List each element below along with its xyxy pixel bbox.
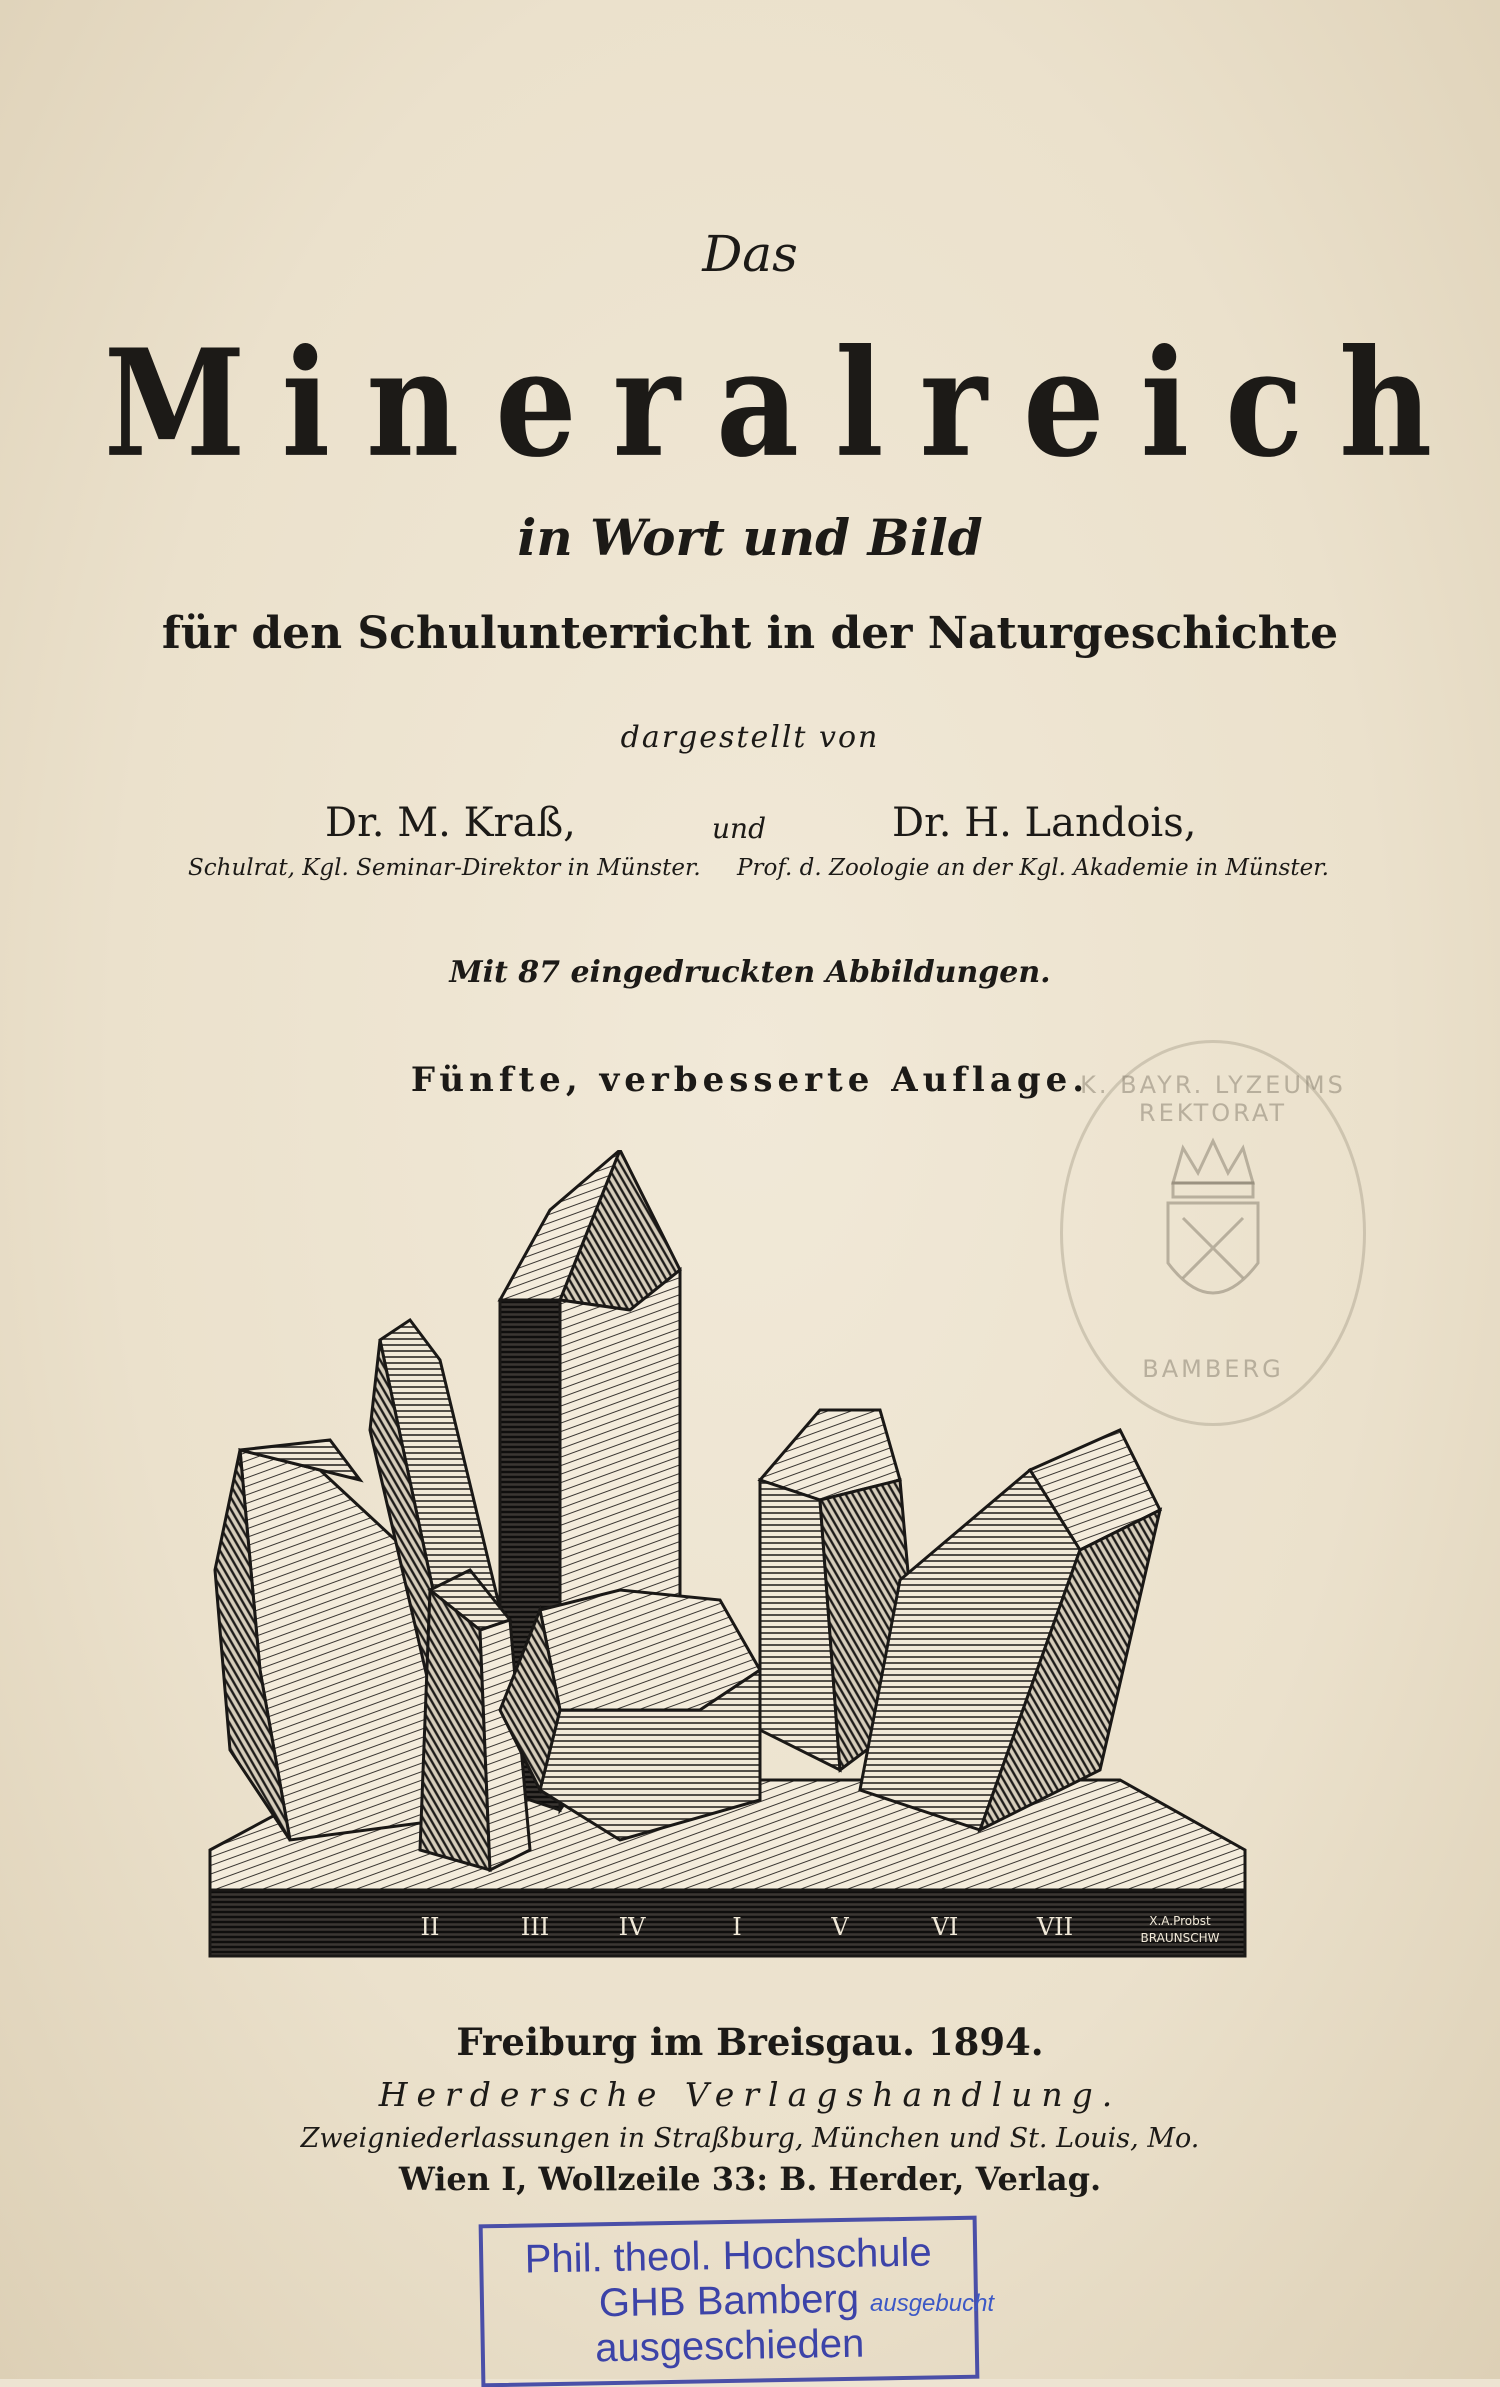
stamp-note: ausgebucht	[870, 2290, 995, 2317]
engraver-signature: X.A.Probst	[1149, 1914, 1211, 1928]
author-1: Dr. M. Kraß,	[325, 800, 576, 846]
seal-top-text: K. BAYR. LYZEUMS REKTORAT	[1080, 1071, 1346, 1127]
numeral-vii: VII	[1036, 1913, 1074, 1941]
numeral-iv: IV	[618, 1913, 646, 1941]
book-title: Mineralreich	[103, 318, 1469, 491]
numeral-v: V	[831, 1913, 849, 1941]
edition: Fünfte, verbesserte Auflage.	[410, 1060, 1090, 1100]
crystal-group-illustration	[200, 1150, 1260, 1980]
author-2: Dr. H. Landois,	[892, 800, 1197, 846]
seal-bottom-text: BAMBERG	[1142, 1355, 1284, 1383]
author-2-role: Prof. d. Zoologie an der Kgl. Akademie in Münster.	[737, 855, 1329, 881]
conjunction: und	[712, 812, 766, 845]
numeral-ii: II	[420, 1913, 440, 1941]
stamp-line-3: ausgeschieden	[594, 2321, 865, 2371]
publisher: Herdersche Verlagshandlung.	[378, 2075, 1122, 2114]
numeral-i: I	[732, 1913, 742, 1941]
numeral-iii: III	[520, 1913, 550, 1941]
place-year: Freiburg im Breisgau. 1894.	[456, 2020, 1044, 2064]
vienna-address: Wien I, Wollzeile 33: B. Herder, Verlag.	[398, 2160, 1102, 2198]
engraver-city: BRAUNSCHW	[1140, 1931, 1220, 1945]
author-1-role: Schulrat, Kgl. Seminar-Direktor in Münster.	[188, 855, 701, 881]
stamp-line-1: Phil. theol. Hochschule	[524, 2230, 933, 2282]
subtitle-2: für den Schulunterricht in der Naturgeschichte	[161, 608, 1339, 659]
branches: Zweigniederlassungen in Straßburg, München und St. Louis, Mo.	[300, 2123, 1200, 2154]
numeral-vi: VI	[931, 1913, 959, 1941]
crystal-vii	[860, 1430, 1160, 1830]
illustrations-note: Mit 87 eingedruckten Abbildungen.	[449, 955, 1051, 990]
presented-by: dargestellt von	[620, 720, 880, 755]
stamp-line-2: GHB Bamberg	[598, 2276, 860, 2326]
pre-title: Das	[702, 225, 798, 283]
subtitle-1: in Wort und Bild	[517, 508, 983, 567]
